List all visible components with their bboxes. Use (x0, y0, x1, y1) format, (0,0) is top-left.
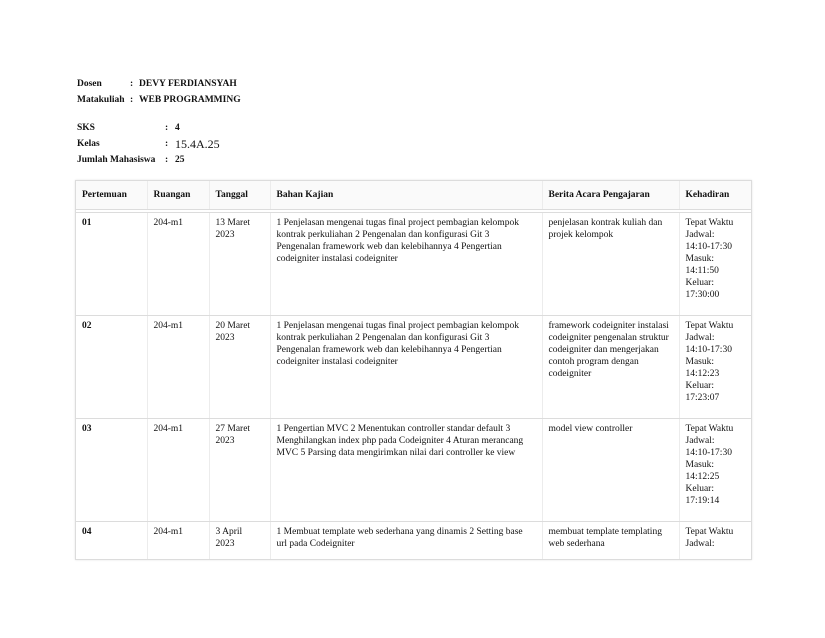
kehadiran-keluar-value: 17:30:00 (685, 290, 720, 300)
cell-tanggal: 20 Maret 2023 (209, 316, 270, 419)
table-row (76, 419, 751, 522)
cell-pertemuan: 04 (76, 522, 147, 561)
cell-kehadiran (679, 316, 751, 419)
dosen-value: DEVY FERDIANSYAH (139, 79, 237, 89)
cell-pertemuan: 03 (76, 419, 147, 522)
sks-value: 4 (175, 123, 180, 133)
kehadiran-jadwal-value: 14:10-17:30 (685, 448, 732, 458)
dosen-separator: : (130, 79, 134, 89)
cell-kehadiran (679, 522, 751, 561)
cell-tanggal: 13 Maret 2023 (209, 213, 270, 316)
jumlah-value: 25 (175, 155, 185, 165)
kehadiran-masuk-label: Masuk: (685, 254, 714, 264)
cell-berita-acara: model view controller (542, 419, 679, 522)
kehadiran-jadwal-value: 14:10-17:30 (685, 242, 732, 252)
cell-bahan-kajian: 1 Penjelasan mengenai tugas final project pembagian kelompok kontrak perkuliahan 2 Pengenalan dan konfigurasi Git 3 Pengenalan framework web dan kelebihannya 4 Pengertian codeigniter instalasi codeigniter (270, 316, 542, 419)
table-header-row (76, 181, 751, 210)
dosen-label: Dosen (77, 79, 102, 89)
cell-berita-acara: penjelasan kontrak kuliah dan projek kelompok (542, 213, 679, 316)
kehadiran-jadwal-label: Jadwal: (685, 230, 715, 240)
attendance-table (75, 180, 752, 560)
kelas-value: 15.4A.25 (175, 137, 220, 151)
kehadiran-masuk-label: Masuk: (685, 460, 714, 470)
table-row (76, 316, 751, 419)
cell-pertemuan: 02 (76, 316, 147, 419)
table-row (76, 522, 751, 561)
kehadiran-keluar-label: Keluar: (685, 278, 714, 288)
kehadiran-jadwal-value: 14:10-17:30 (685, 345, 732, 355)
matkul-label: Matakuliah (77, 95, 125, 105)
cell-berita-acara: framework codeigniter instalasi codeigniter pengenalan struktur codeigniter dan mengerjakan contoh program dengan codeigniter (542, 316, 679, 419)
kehadiran-jadwal-label: Jadwal: (685, 436, 715, 446)
kehadiran-status: Tepat Waktu (685, 527, 734, 537)
kelas-label: Kelas (77, 139, 100, 149)
cell-ruangan: 204-m1 (147, 419, 209, 522)
jumlah-label: Jumlah Mahasiswa (77, 155, 156, 165)
kehadiran-masuk-value: 14:12:25 (685, 472, 720, 482)
cell-ruangan: 204-m1 (147, 316, 209, 419)
col-header-kehadiran: Kehadiran (679, 181, 751, 210)
matkul-separator: : (130, 95, 134, 105)
col-header-berita-acara: Berita Acara Pengajaran (542, 181, 679, 210)
jumlah-separator: : (165, 155, 169, 165)
kehadiran-jadwal-label: Jadwal: (685, 539, 715, 549)
kehadiran-keluar-value: 17:23:07 (685, 393, 720, 403)
col-header-pertemuan: Pertemuan (76, 181, 147, 210)
sks-separator: : (165, 123, 169, 133)
kehadiran-keluar-label: Keluar: (685, 381, 714, 391)
kehadiran-keluar-label: Keluar: (685, 484, 714, 494)
kehadiran-masuk-value: 14:12:23 (685, 369, 720, 379)
kehadiran-masuk-label: Masuk: (685, 357, 714, 367)
kelas-separator: : (165, 139, 169, 149)
col-header-tanggal: Tanggal (209, 181, 270, 210)
cell-ruangan: 204-m1 (147, 522, 209, 561)
cell-bahan-kajian: 1 Pengertian MVC 2 Menentukan controller standar default 3 Menghilangkan index php pada Codeigniter 4 Aturan merancang MVC 5 Parsing data mengirimkan nilai dari controller ke view (270, 419, 542, 522)
table-row (76, 213, 751, 316)
cell-kehadiran (679, 213, 751, 316)
col-header-ruangan: Ruangan (147, 181, 209, 210)
kehadiran-keluar-value: 17:19:14 (685, 496, 720, 506)
cell-kehadiran (679, 419, 751, 522)
cell-tanggal: 27 Maret 2023 (209, 419, 270, 522)
sks-label: SKS (77, 123, 95, 133)
cell-bahan-kajian: 1 Penjelasan mengenai tugas final project pembagian kelompok kontrak perkuliahan 2 Pengenalan dan konfigurasi Git 3 Pengenalan framework web dan kelebihannya 4 Pengertian codeigniter instalasi codeigniter (270, 213, 542, 316)
cell-ruangan: 204-m1 (147, 213, 209, 316)
cell-berita-acara: membuat template templating web sederhana (542, 522, 679, 561)
cell-bahan-kajian: 1 Membuat template web sederhana yang dinamis 2 Setting base url pada Codeigniter (270, 522, 542, 561)
kehadiran-status: Tepat Waktu (685, 321, 734, 331)
cell-tanggal: 3 April 2023 (209, 522, 270, 561)
kehadiran-status: Tepat Waktu (685, 218, 734, 228)
kehadiran-status: Tepat Waktu (685, 424, 734, 434)
kehadiran-masuk-value: 14:11:50 (685, 266, 719, 276)
kehadiran-jadwal-label: Jadwal: (685, 333, 715, 343)
col-header-bahan-kajian: Bahan Kajian (270, 181, 542, 210)
matkul-value: WEB PROGRAMMING (139, 95, 241, 105)
cell-pertemuan: 01 (76, 213, 147, 316)
